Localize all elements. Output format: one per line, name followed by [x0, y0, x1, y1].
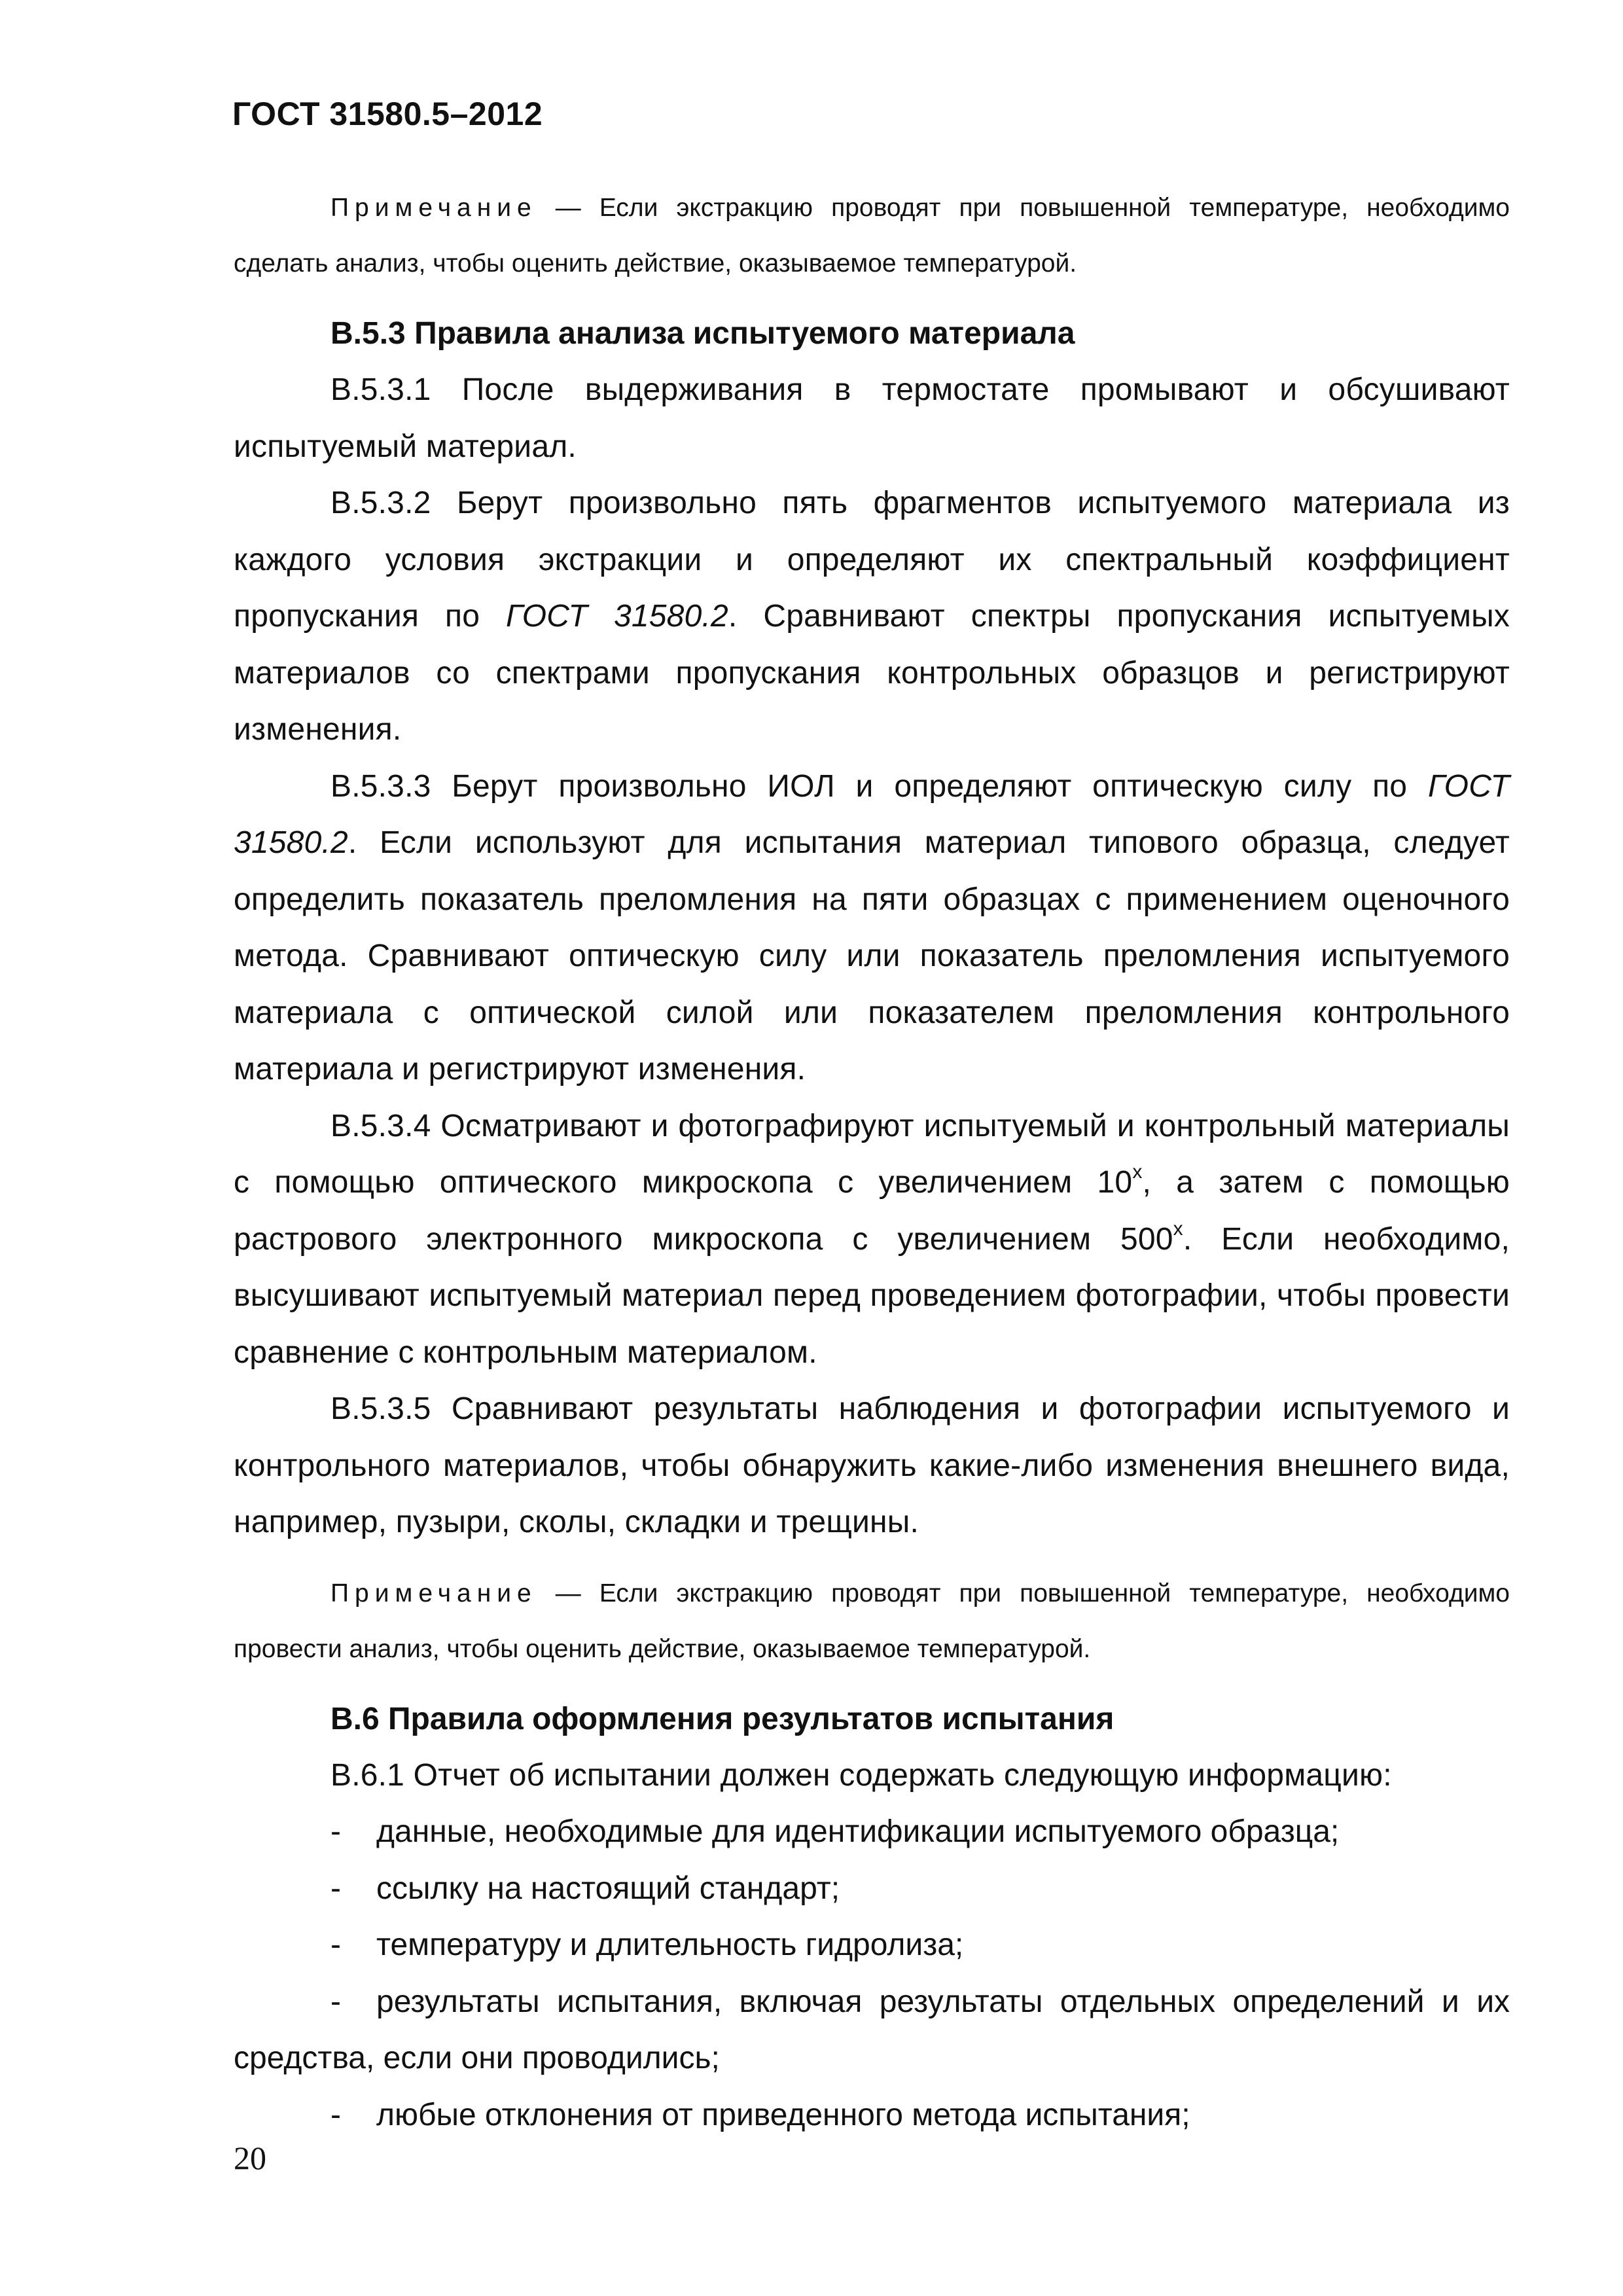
- list-dash: -: [330, 1814, 341, 1849]
- paragraph-b535: В.5.3.5 Сравнивают результаты наблюдения и фотографии испытуемого и контрольного материалов, чтобы обнаружить какие-либо изменения внешнего вида, например, пузыри, сколы, складки и трещины.: [234, 1391, 1510, 1539]
- standard-reference: ГОСТ 31580.2: [234, 768, 1510, 860]
- section-heading-b53: В.5.3 Правила анализа испытуемого материала: [330, 316, 1075, 351]
- list-dash: -: [330, 1871, 341, 1906]
- list-item: [234, 1917, 1510, 1974]
- list-item-text: любые отклонения от приведенного метода испытания;: [376, 2097, 1190, 2132]
- list-item: [234, 1861, 1510, 1918]
- list-dash: -: [330, 1928, 341, 1962]
- list-dash: -: [330, 2097, 341, 2132]
- paragraph-text: . Сравнивают спектры пропускания испытуемых материалов со спектрами пропускания контрольных образцов и регистрируют изменения.: [234, 599, 1510, 747]
- magnification-superscript: x: [1132, 1161, 1143, 1183]
- paragraph-text: В.5.3.3 Берут произвольно ИОЛ и определяют оптическую силу по: [330, 768, 1428, 804]
- note-1: [234, 180, 1510, 291]
- note-label: Примечание: [330, 1579, 537, 1607]
- paragraph-b61: В.6.1 Отчет об испытании должен содержать следующую информацию:: [330, 1757, 1392, 1793]
- section-heading-b6: В.6 Правила оформления результатов испытания: [330, 1701, 1115, 1736]
- list-item: [234, 1974, 1510, 2087]
- magnification-superscript: x: [1173, 1217, 1183, 1240]
- paragraph-text: . Если необходимо, высушивают испытуемый материал перед проведением фотографии, чтобы провести сравнение с контрольным материалом.: [234, 1221, 1510, 1370]
- paragraph-text: В.5.3.2 Берут произвольно пять фрагментов испытуемого материала из каждого условия экстракции и определяют их спектральный коэффициент пропускания по: [234, 486, 1510, 634]
- paragraph-text: . Если используют для испытания материал типового образца, следует определить показатель преломления на пяти образцах с применением оценочного метода. Сравнивают оптическую силу или показатель преломления испытуемого материала с оптической силой или показателем преломления контрольного материала и регистрируют изменения.: [234, 825, 1510, 1086]
- page-number: 20: [234, 2140, 266, 2176]
- paragraph-b532: [234, 475, 1510, 759]
- paragraph-text: , а затем с помощью растрового электронного микроскопа с увеличением 500: [234, 1165, 1510, 1257]
- note-2: [234, 1566, 1510, 1677]
- paragraph-b533: [234, 759, 1510, 1098]
- list-item-text: результаты испытания, включая результаты отдельных определений и их средства, если они проводились;: [234, 1984, 1510, 2075]
- paragraph-b531: В.5.3.1 После выдерживания в термостате промывают и обсушивают испытуемый материал.: [234, 372, 1510, 464]
- list-item: [234, 1804, 1510, 1861]
- list-dash: -: [330, 1984, 341, 2019]
- page-content: [234, 180, 1510, 2144]
- list-item-text: данные, необходимые для идентификации испытуемого образца;: [376, 1814, 1340, 1849]
- note-text: — Если экстракцию проводят при повышенной температуре, необходимо сделать анализ, чтобы оценить действие, оказываемое температурой.: [234, 194, 1510, 278]
- document-header: ГОСТ 31580.5–2012: [232, 96, 543, 132]
- list-item-text: ссылку на настоящий стандарт;: [376, 1871, 840, 1906]
- note-label: Примечание: [330, 194, 537, 222]
- list-item-text: температуру и длительность гидролиза;: [376, 1928, 964, 1962]
- standard-reference: ГОСТ 31580.2: [506, 599, 728, 634]
- list-item: [234, 2087, 1510, 2144]
- paragraph-b534: [234, 1098, 1510, 1382]
- note-text: — Если экстракцию проводят при повышенной температуре, необходимо провести анализ, чтобы оценить действие, оказываемое температурой.: [234, 1579, 1510, 1663]
- paragraph-text: В.5.3.4 Осматривают и фотографируют испытуемый и контрольный материалы с помощью оптического микроскопа с увеличением 10: [234, 1108, 1510, 1200]
